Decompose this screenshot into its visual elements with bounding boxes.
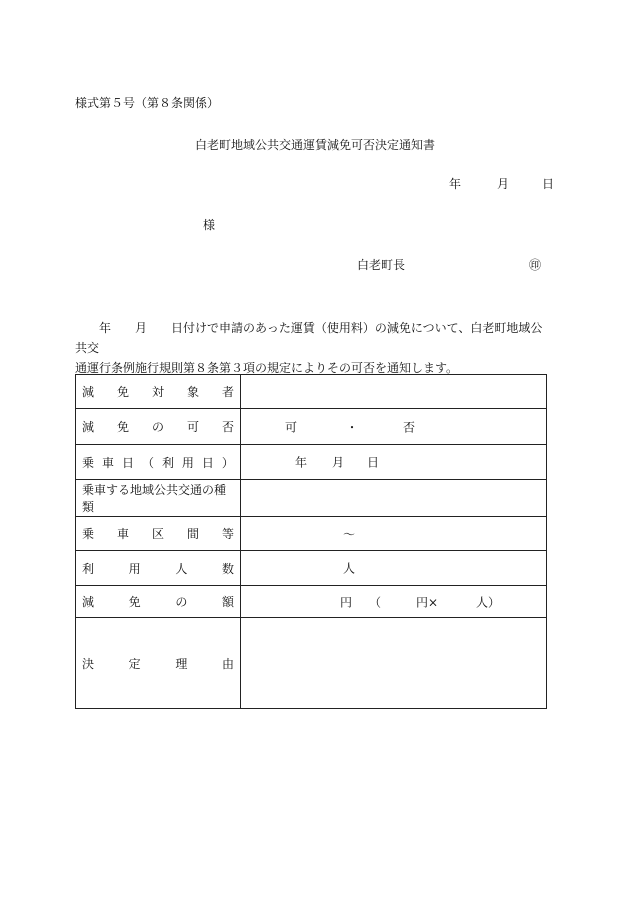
value-discount-amount[interactable]: [241, 586, 547, 618]
notice-body-line-1: 年 月 日付けで申請のあった運賃（使用料）の減免について、白老町地域公共交: [75, 321, 543, 355]
amount-yen: 円: [340, 595, 353, 609]
ride-section-tilde: ～: [343, 527, 356, 541]
notice-body-line-2: 通運行条例施行規則第８条第３項の規定によりその可否を通知します。: [75, 361, 459, 375]
notice-body: [75, 318, 550, 378]
row-label-decision-reason: 決 定 理 由: [76, 618, 241, 709]
date-day-label: 日: [542, 177, 555, 191]
row-label-ride-date: 乗 車 日 （ 利 用 日 ）: [76, 445, 241, 480]
ride-date-day: 日: [367, 455, 380, 470]
seal-mark: ㊞: [529, 258, 542, 272]
amount-person-close: 人）: [476, 595, 501, 609]
amount-open-paren: （: [369, 595, 382, 609]
addressee-suffix: 様: [203, 218, 216, 232]
date-year-label: 年: [449, 177, 462, 191]
value-target-person[interactable]: [241, 375, 547, 409]
issuer-name: 白老町長: [357, 258, 406, 272]
value-passenger-count[interactable]: [241, 551, 547, 586]
approval-yes-option[interactable]: 可: [285, 420, 298, 434]
table-row: [76, 618, 547, 709]
row-label-approval: 減 免 の 可 否: [76, 409, 241, 445]
amount-per-person-yen: 円×: [416, 595, 439, 609]
table-row: [76, 409, 547, 445]
approval-no-option[interactable]: 否: [403, 420, 416, 434]
table-row: [76, 517, 547, 551]
table-row: [76, 480, 547, 517]
value-ride-section[interactable]: [241, 517, 547, 551]
value-decision-reason[interactable]: [241, 618, 547, 709]
row-label-transport-type: 乗車する地域公共交通の種類: [76, 480, 241, 517]
row-label-passenger-count: 利 用 人 数: [76, 551, 241, 586]
value-approval[interactable]: [241, 409, 547, 445]
document-title: 白老町地域公共交通運賃減免可否決定通知書: [194, 138, 435, 152]
table-row: [76, 445, 547, 480]
value-transport-type[interactable]: [241, 480, 547, 517]
row-label-target-person: 減 免 対 象 者: [76, 375, 241, 409]
notice-table: [75, 374, 547, 709]
passenger-count-unit: 人: [343, 561, 356, 576]
row-label-discount-amount: 減 免 の 額: [76, 586, 241, 618]
ride-date-month: 月: [332, 455, 345, 470]
ride-date-year: 年: [295, 455, 308, 470]
table-row: [76, 586, 547, 618]
value-ride-date[interactable]: [241, 445, 547, 480]
form-number: 様式第５号（第８条関係）: [75, 96, 220, 110]
date-month-label: 月: [497, 177, 510, 191]
table-row: [76, 551, 547, 586]
approval-separator: ・: [346, 420, 359, 434]
row-label-ride-section: 乗 車 区 間 等: [76, 517, 241, 551]
table-row: [76, 375, 547, 409]
